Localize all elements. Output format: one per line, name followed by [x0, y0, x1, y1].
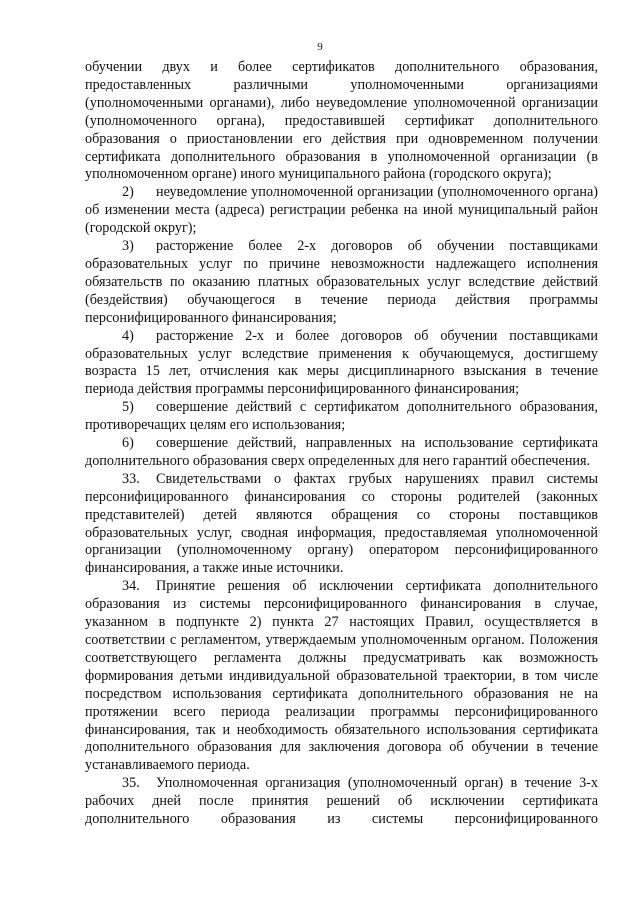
- page-number: 9: [317, 41, 323, 53]
- list-item-5: [85, 399, 598, 435]
- clause-text: Свидетельствами о фактах грубых нарушениях правил системы персонифицированного финансирования со стороны родителей (законных представителей) детей являются обращения со стороны поставщиков образовательных услуг, сводная информация, предоставляемая уполномоченной организации (уполномоченному органу) оператором персонифицированного финансирования, а также иные источники.: [85, 470, 598, 577]
- clause-35: [85, 775, 598, 829]
- item-number: 4): [122, 327, 134, 344]
- paragraph-continuation: обучении двух и более сертификатов дополнительного образования, предоставленных различными уполномоченными организациями (уполномоченными органами), либо неуведомление уполномоченной организации (уполномоченного органа), предоставившей сертификат дополнительного образования о приостановлении его действия при одновременном получении сертификата дополнительного образования в уполномоченной организации (в уполномоченном органе) иного муниципального района (городского округа);: [85, 59, 598, 183]
- item-number: 5): [122, 399, 134, 416]
- item-text: расторжение более 2-х договоров об обучении поставщиками образовательных услуг по причине невозможности надлежащего исполнения обязательств по оказанию платных образовательных услуг вследствие действий (бездействия) обучающегося в течение периода действия программы персонифицированного финансирования;: [85, 238, 598, 326]
- list-item-6: [85, 435, 598, 471]
- clause-number: 35.: [122, 775, 140, 792]
- clause-number: 33.: [122, 470, 140, 487]
- clause-text: Принятие решения об исключении сертификата дополнительного образования из системы персонифицированного финансирования в случае, указанном в подпункте 2) пункта 27 настоящих Правил, осуществляется в соответствии с регламентом, утверждаемым уполномоченным органом. Положения соответствующего регламента должны предусматривать как возможность формирования детьми индивидуальной образовательной траектории, в том числе посредством использования сертификата дополнительного образования не на протяжении всего периода реализации программы персонифицированного финансирования, так и необходимость обязательного использования сертификата дополнительного образования для заключения договора об обучении в течение устанавливаемого периода.: [85, 578, 598, 774]
- item-text: совершение действий, направленных на использование сертификата дополнительного образования сверх определенных для него гарантий обеспечения.: [85, 435, 598, 469]
- clause-34: [85, 578, 598, 775]
- item-text: совершение действий с сертификатом дополнительного образования, противоречащих целям его использования;: [85, 399, 598, 434]
- item-number: 2): [122, 184, 134, 201]
- item-number: 6): [122, 435, 134, 452]
- document-body: [85, 59, 598, 829]
- list-item-4: [85, 328, 598, 400]
- list-item-3: [85, 238, 598, 328]
- item-text: неуведомление уполномоченной организации (уполномоченного органа) об изменении места (адреса) регистрации ребенка на иной муниципальный район (городской округ);: [85, 184, 598, 237]
- clause-text: Уполномоченная организация (уполномоченный орган) в течение 3-х рабочих дней после принятия решений об исключении сертификата дополнительного образования из системы персонифицированного: [85, 775, 598, 828]
- item-text: расторжение 2-х и более договоров об обучении поставщиками образовательных услуг вследствие применения к обучающемуся, достигшему возраста 15 лет, отчисления как меры дисциплинарного взыскания в течение периода действия программы персонифицированного финансирования;: [85, 327, 598, 398]
- clause-number: 34.: [122, 578, 140, 595]
- clause-33: [85, 471, 598, 578]
- item-number: 3): [122, 238, 134, 255]
- list-item-2: [85, 184, 598, 238]
